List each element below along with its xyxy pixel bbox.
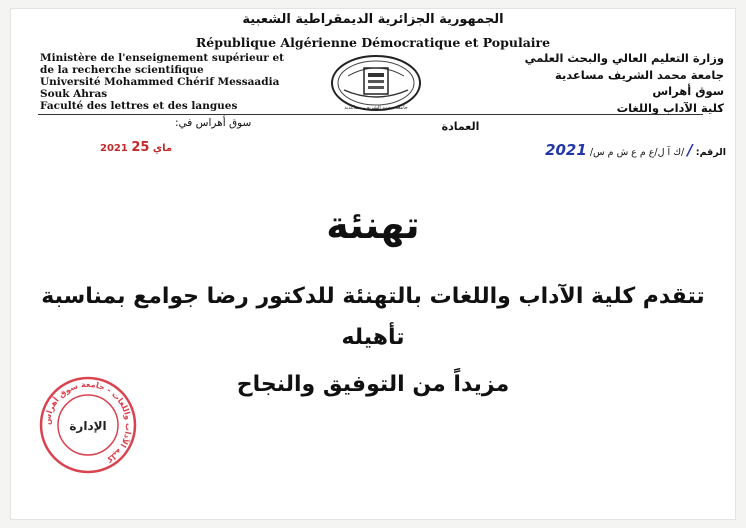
ar-line: وزارة التعليم العالي والبحث العلمي xyxy=(524,51,724,65)
institution-french xyxy=(40,52,340,112)
ar-line: كلية الآداب واللغات xyxy=(616,100,724,115)
republic-arabic: الجمهورية الجزائرية الديمقراطية الشعبية xyxy=(242,12,504,27)
ref-label: الرقم: xyxy=(695,147,726,158)
message-line-2: تأهيله xyxy=(341,325,405,350)
republic-french: République Algérienne Démocratique et Populaire xyxy=(195,35,551,50)
place-date-label: سوق أهراس في: xyxy=(175,117,252,129)
reference-row xyxy=(545,141,726,159)
fr-line: de la recherche scientifique xyxy=(40,64,204,76)
stamp-day: 25 xyxy=(131,140,150,155)
fr-line: Faculté des lettres et des langues xyxy=(40,100,238,112)
ar-line: جامعة محمد الشريف مساعدية xyxy=(554,67,724,82)
ref-year: 2021 xyxy=(545,141,587,159)
seal-ring-text: كلية الآداب واللغات - جامعة سوق أهراس xyxy=(42,379,134,465)
logo-caption: جامعة محمد الشريف مساعدية xyxy=(344,105,408,111)
ar-line: سوق أهراس xyxy=(652,84,724,98)
ref-code: /ك آ ل/ع م ع ش م س/ xyxy=(589,147,685,158)
university-logo-icon xyxy=(330,54,422,112)
message-line-3: مزيداً من التوفيق والنجاح xyxy=(236,372,510,397)
administration-seal-icon xyxy=(38,375,138,475)
institution-arabic xyxy=(424,50,724,116)
ref-number: / xyxy=(687,141,693,159)
seal-center-text: الإدارة xyxy=(69,419,107,433)
header-divider xyxy=(38,114,703,115)
fr-line: Université Mohammed Chérif Messaadia xyxy=(40,76,280,88)
deanship-label: العمادة xyxy=(441,120,480,133)
stamp-month: ماي xyxy=(152,143,173,154)
stamp-year: 2021 xyxy=(100,143,128,154)
fr-line: Ministère de l'enseignement supérieur et xyxy=(40,52,285,64)
page-title: تهنئة xyxy=(326,203,420,247)
date-stamp xyxy=(100,140,172,155)
fr-line: Souk Ahras xyxy=(40,88,108,100)
message-line-1: تتقدم كلية الآداب واللغات بالتهنئة للدكتور رضا جوامع بمناسبة xyxy=(41,284,705,309)
